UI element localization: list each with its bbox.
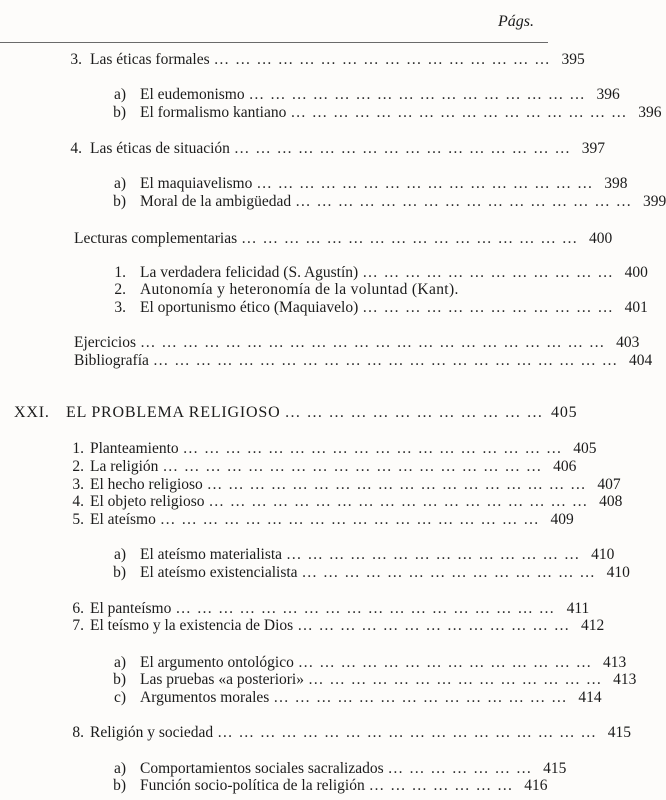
entry-title: El ateísmo existencialista [140, 564, 298, 581]
entry-number: 8. [72, 724, 84, 741]
toc-entry [108, 777, 548, 795]
entry-page: 407 [597, 476, 621, 493]
dot-leader: … … … … … … … … … … … … … … … … [241, 230, 579, 247]
entry-number: b) [113, 193, 126, 210]
toc-entry [60, 440, 597, 458]
entry-title: El teísmo y la existencia de Dios [90, 617, 294, 634]
entry-title: Las pruebas «a posteriori» [140, 671, 304, 688]
entry-page: 409 [550, 511, 574, 528]
entry-page: 414 [578, 689, 602, 706]
toc-entry [60, 724, 631, 742]
entry-number: 3. [114, 299, 126, 316]
entry-title: El oportunismo ético (Maquiavelo) [140, 299, 359, 316]
entry-page: 398 [604, 175, 628, 192]
entry-number: 3. [70, 51, 82, 68]
chapter-title: EL PROBLEMA RELIGIOSO [66, 404, 281, 421]
entry-number: 2. [114, 281, 126, 298]
dot-leader: … … … … … … … … … … … … … … … … [213, 51, 551, 68]
header-rule [0, 42, 548, 43]
entry-title: El eudemonismo [140, 86, 245, 103]
entry-page: 399 [642, 193, 666, 210]
entry-title: El objeto religioso [90, 493, 205, 510]
entry-number: 4. [70, 140, 82, 157]
dot-leader: … … … … … … … … … … … … … … … … … … … … … … [139, 334, 606, 351]
entry-title: Las éticas de situación [90, 140, 230, 157]
entry-number: b) [113, 671, 126, 688]
dot-leader: … … … … … … … … … … … … … [297, 617, 571, 634]
entry-title: El ateísmo materialista [140, 546, 283, 563]
toc-entry [108, 281, 488, 299]
toc-entry [60, 476, 621, 494]
entry-page: 396 [638, 104, 662, 121]
toc-entry [74, 352, 653, 370]
dot-leader: … … … … … … … … … … … … … … … … [256, 175, 594, 192]
dot-leader: … … … … … … … … … … … … [362, 299, 614, 316]
dot-leader: … … … … … … … … … … … … … … … … … … [217, 724, 597, 741]
dot-leader: … … … … … … … … … … … … … … [273, 689, 568, 706]
entry-title: Comportamientos sociales sacralizados [140, 760, 384, 777]
toc-entry [60, 51, 585, 69]
entry-page: 415 [543, 760, 567, 777]
entry-title: La verdadera felicidad (S. Agustín) [140, 264, 359, 281]
dot-leader: … … … … … … … … … … … … [362, 264, 614, 281]
entry-number: 5. [72, 511, 84, 528]
dot-leader: … … … … … … … … … … … … … … … … [290, 104, 628, 121]
entry-title: Autonomía y heteronomía de la voluntad (Kant). [140, 281, 459, 298]
entry-page: 397 [581, 140, 606, 157]
entry-title: El argumento ontológico [140, 654, 294, 671]
entry-number: 1. [114, 264, 126, 281]
dot-leader: … … … … … … … … … … … … [284, 404, 544, 421]
entry-title: Bibliografía [74, 352, 149, 369]
dot-leader: … … … … … … … … … … … … … … [286, 546, 581, 563]
entry-title: Argumentos morales [140, 689, 270, 706]
entry-page: 405 [551, 404, 578, 421]
entry-number: a) [113, 760, 126, 777]
entry-page: 400 [624, 264, 648, 281]
entry-number: 2. [72, 458, 84, 475]
entry-title: Ejercicios [74, 334, 136, 351]
entry-page: 408 [599, 493, 623, 510]
entry-number: 1. [72, 440, 84, 457]
entry-number: a) [113, 175, 126, 192]
entry-number: c) [113, 689, 126, 706]
dot-leader: … … … … … … … … … … … … … … … … … … [208, 493, 589, 510]
toc-entry [74, 334, 640, 352]
entry-title: El maquiavelismo [140, 175, 253, 192]
toc-entry [108, 760, 567, 778]
toc-entry [108, 104, 662, 122]
entry-page: 410 [606, 564, 630, 581]
entry-title: Religión y sociedad [90, 724, 214, 741]
entry-number: 4. [72, 493, 84, 510]
toc-entry [108, 175, 628, 193]
entry-title: El formalismo kantiano [140, 104, 287, 121]
dot-leader: … … … … … … … … … … … … … … … … … … [206, 476, 587, 493]
entry-title: Moral de la ambigüedad [140, 193, 292, 210]
chapter-number: XXI. [14, 404, 50, 421]
toc-entry [60, 140, 606, 158]
entry-page: 395 [561, 51, 585, 68]
dot-leader: … … … … … … … … … … … … … … … … … … [162, 458, 543, 475]
entry-title: Función socio-política de la religión [140, 777, 365, 794]
dot-leader: … … … … … … … … … … … … … … … … … … [182, 440, 563, 457]
entry-page: 416 [524, 777, 548, 794]
toc-entry [108, 689, 602, 707]
toc-entry [60, 600, 590, 618]
entry-page: 396 [596, 86, 620, 103]
entry-number: a) [113, 654, 126, 671]
entry-page: 401 [624, 299, 648, 316]
dot-leader: … … … … … … … [368, 777, 514, 794]
dot-leader: … … … … … … … … … … … … … … … … [233, 140, 572, 157]
toc-entry [60, 458, 577, 476]
entry-number: b) [113, 104, 126, 121]
toc-entry [74, 230, 613, 248]
entry-page: 404 [629, 352, 653, 369]
dot-leader: … … … … … … … … … … … … … … [301, 564, 596, 581]
toc-entry [108, 546, 615, 564]
entry-page: 413 [602, 654, 627, 671]
entry-number: 7. [72, 617, 84, 634]
entry-page: 405 [573, 440, 597, 457]
entry-title: La religión [90, 458, 159, 475]
entry-title: El hecho religioso [90, 476, 203, 493]
entry-number: 6. [72, 600, 84, 617]
entry-title: Las éticas formales [90, 51, 210, 68]
dot-leader: … … … … … … … … … … … … … … … … … … [159, 511, 540, 528]
dot-leader: … … … … … … … … … … … … … … [297, 654, 593, 671]
entry-page: 406 [553, 458, 577, 475]
dot-leader: … … … … … … … … … … … … … … … … … … [175, 600, 556, 617]
entry-page: 400 [588, 230, 613, 247]
entry-page: 410 [591, 546, 615, 563]
toc-entry [60, 493, 623, 511]
entry-title: El panteísmo [90, 600, 172, 617]
dot-leader: … … … … … … … … … … … … … … … … … … … … … … [152, 352, 619, 369]
entry-number: b) [113, 564, 126, 581]
dot-leader: … … … … … … … … … … … … … … … … [295, 193, 633, 210]
entry-number: b) [113, 777, 126, 794]
toc-entry [108, 299, 648, 317]
toc-entry [108, 564, 630, 582]
entry-title: Planteamiento [90, 440, 179, 457]
dot-leader: … … … … … … … [387, 760, 533, 777]
toc-entry [108, 671, 637, 689]
entry-page: 413 [613, 671, 637, 688]
entry-title: Lecturas complementarias [74, 230, 238, 247]
entry-page: 412 [580, 617, 605, 634]
toc-entry [60, 617, 605, 635]
entry-number: a) [113, 546, 126, 563]
toc-entry [108, 264, 648, 282]
toc-entry [108, 193, 666, 211]
entry-number: a) [113, 86, 126, 103]
dot-leader: … … … … … … … … … … … … … … [308, 671, 603, 688]
entry-page: 411 [566, 600, 590, 617]
toc-entry [108, 86, 620, 104]
dot-leader: … … … … … … … … … … … … … … … … [248, 86, 586, 103]
pages-column-header: Págs. [498, 13, 534, 30]
entry-page: 415 [607, 724, 631, 741]
chapter-heading [14, 404, 578, 422]
entry-title: El ateísmo [90, 511, 156, 528]
toc-entry [108, 654, 627, 672]
entry-page: 403 [616, 334, 640, 351]
toc-entry [60, 511, 574, 529]
entry-number: 3. [72, 476, 84, 493]
